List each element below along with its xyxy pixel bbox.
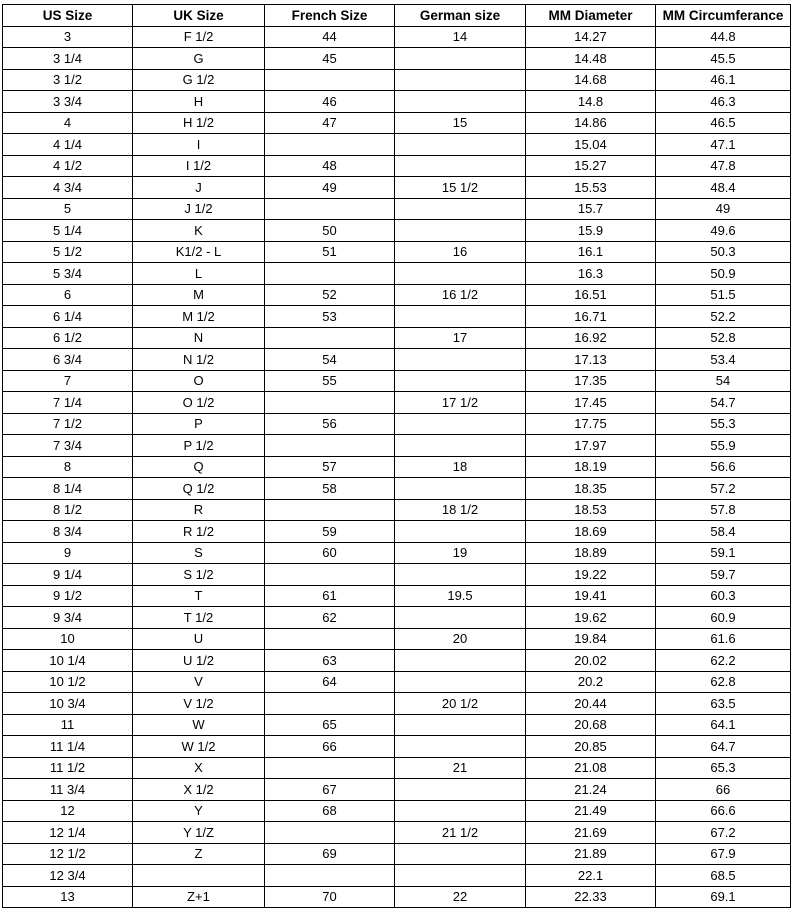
mm-diameter-cell: 19.22 [526, 564, 656, 586]
mm-circumference-cell: 48.4 [656, 177, 791, 199]
german-size-cell [395, 155, 526, 177]
mm-diameter-cell: 17.35 [526, 370, 656, 392]
us-size-cell: 4 1/2 [3, 155, 133, 177]
us-size-cell: 8 3/4 [3, 521, 133, 543]
german-size-cell [395, 134, 526, 156]
german-size-cell [395, 865, 526, 887]
us-size-cell: 12 [3, 800, 133, 822]
header-mm-diameter: MM Diameter [526, 5, 656, 27]
ring-size-table [2, 4, 791, 908]
mm-diameter-cell: 19.84 [526, 628, 656, 650]
us-size-cell: 12 3/4 [3, 865, 133, 887]
german-size-cell [395, 306, 526, 328]
table-row [3, 155, 791, 177]
german-size-cell: 19 [395, 542, 526, 564]
table-row [3, 241, 791, 263]
us-size-cell: 8 1/2 [3, 499, 133, 521]
uk-size-cell [133, 865, 265, 887]
mm-diameter-cell: 18.69 [526, 521, 656, 543]
us-size-cell: 3 [3, 26, 133, 48]
mm-diameter-cell: 19.62 [526, 607, 656, 629]
german-size-cell: 16 1/2 [395, 284, 526, 306]
mm-diameter-cell: 18.35 [526, 478, 656, 500]
us-size-cell: 6 3/4 [3, 349, 133, 371]
french-size-cell [265, 757, 395, 779]
german-size-cell [395, 714, 526, 736]
french-size-cell [265, 263, 395, 285]
german-size-cell [395, 564, 526, 586]
table-row [3, 843, 791, 865]
uk-size-cell: N 1/2 [133, 349, 265, 371]
mm-circumference-cell: 61.6 [656, 628, 791, 650]
french-size-cell: 63 [265, 650, 395, 672]
mm-diameter-cell: 20.2 [526, 671, 656, 693]
us-size-cell: 7 3/4 [3, 435, 133, 457]
table-row [3, 650, 791, 672]
french-size-cell: 50 [265, 220, 395, 242]
mm-diameter-cell: 15.9 [526, 220, 656, 242]
us-size-cell: 5 [3, 198, 133, 220]
german-size-cell [395, 91, 526, 113]
mm-diameter-cell: 14.8 [526, 91, 656, 113]
us-size-cell: 3 1/2 [3, 69, 133, 91]
german-size-cell [395, 349, 526, 371]
mm-diameter-cell: 14.48 [526, 48, 656, 70]
french-size-cell: 46 [265, 91, 395, 113]
french-size-cell [265, 327, 395, 349]
uk-size-cell: U [133, 628, 265, 650]
table-row [3, 714, 791, 736]
table-row [3, 865, 791, 887]
french-size-cell [265, 865, 395, 887]
mm-diameter-cell: 15.53 [526, 177, 656, 199]
table-row [3, 220, 791, 242]
table-row [3, 886, 791, 908]
french-size-cell [265, 693, 395, 715]
french-size-cell: 69 [265, 843, 395, 865]
mm-diameter-cell: 20.68 [526, 714, 656, 736]
french-size-cell: 52 [265, 284, 395, 306]
uk-size-cell: K1/2 - L [133, 241, 265, 263]
french-size-cell: 67 [265, 779, 395, 801]
uk-size-cell: F 1/2 [133, 26, 265, 48]
french-size-cell [265, 392, 395, 414]
mm-diameter-cell: 22.1 [526, 865, 656, 887]
mm-diameter-cell: 16.3 [526, 263, 656, 285]
mm-circumference-cell: 62.2 [656, 650, 791, 672]
us-size-cell: 10 [3, 628, 133, 650]
mm-circumference-cell: 51.5 [656, 284, 791, 306]
us-size-cell: 9 1/2 [3, 585, 133, 607]
german-size-cell [395, 198, 526, 220]
mm-diameter-cell: 18.19 [526, 456, 656, 478]
mm-diameter-cell: 20.44 [526, 693, 656, 715]
uk-size-cell: W 1/2 [133, 736, 265, 758]
german-size-cell: 21 [395, 757, 526, 779]
mm-circumference-cell: 65.3 [656, 757, 791, 779]
french-size-cell [265, 822, 395, 844]
uk-size-cell: R 1/2 [133, 521, 265, 543]
uk-size-cell: H [133, 91, 265, 113]
german-size-cell: 16 [395, 241, 526, 263]
mm-diameter-cell: 14.86 [526, 112, 656, 134]
french-size-cell: 53 [265, 306, 395, 328]
mm-circumference-cell: 64.1 [656, 714, 791, 736]
mm-circumference-cell: 63.5 [656, 693, 791, 715]
uk-size-cell: X 1/2 [133, 779, 265, 801]
german-size-cell: 15 1/2 [395, 177, 526, 199]
german-size-cell: 19.5 [395, 585, 526, 607]
uk-size-cell: I 1/2 [133, 155, 265, 177]
table-row [3, 349, 791, 371]
table-row [3, 607, 791, 629]
us-size-cell: 11 3/4 [3, 779, 133, 801]
table-row [3, 48, 791, 70]
uk-size-cell: G [133, 48, 265, 70]
uk-size-cell: T [133, 585, 265, 607]
us-size-cell: 10 1/4 [3, 650, 133, 672]
mm-circumference-cell: 67.9 [656, 843, 791, 865]
mm-circumference-cell: 52.2 [656, 306, 791, 328]
uk-size-cell: O [133, 370, 265, 392]
mm-circumference-cell: 58.4 [656, 521, 791, 543]
french-size-cell: 54 [265, 349, 395, 371]
french-size-cell: 56 [265, 413, 395, 435]
mm-circumference-cell: 50.3 [656, 241, 791, 263]
german-size-cell [395, 843, 526, 865]
header-german-size: German size [395, 5, 526, 27]
mm-circumference-cell: 67.2 [656, 822, 791, 844]
header-mm-circumference: MM Circumferance [656, 5, 791, 27]
mm-circumference-cell: 55.3 [656, 413, 791, 435]
mm-diameter-cell: 15.27 [526, 155, 656, 177]
mm-circumference-cell: 57.2 [656, 478, 791, 500]
mm-diameter-cell: 14.27 [526, 26, 656, 48]
table-row [3, 284, 791, 306]
mm-circumference-cell: 69.1 [656, 886, 791, 908]
us-size-cell: 13 [3, 886, 133, 908]
german-size-cell: 18 [395, 456, 526, 478]
table-row [3, 521, 791, 543]
uk-size-cell: H 1/2 [133, 112, 265, 134]
uk-size-cell: K [133, 220, 265, 242]
us-size-cell: 7 1/4 [3, 392, 133, 414]
table-row [3, 69, 791, 91]
table-row [3, 822, 791, 844]
table-row [3, 134, 791, 156]
uk-size-cell: L [133, 263, 265, 285]
table-row [3, 779, 791, 801]
mm-diameter-cell: 19.41 [526, 585, 656, 607]
uk-size-cell: M 1/2 [133, 306, 265, 328]
uk-size-cell: P [133, 413, 265, 435]
mm-diameter-cell: 22.33 [526, 886, 656, 908]
german-size-cell [395, 69, 526, 91]
mm-circumference-cell: 59.1 [656, 542, 791, 564]
us-size-cell: 5 3/4 [3, 263, 133, 285]
uk-size-cell: U 1/2 [133, 650, 265, 672]
french-size-cell: 62 [265, 607, 395, 629]
german-size-cell [395, 671, 526, 693]
french-size-cell: 59 [265, 521, 395, 543]
mm-diameter-cell: 20.85 [526, 736, 656, 758]
french-size-cell [265, 134, 395, 156]
mm-diameter-cell: 21.49 [526, 800, 656, 822]
mm-diameter-cell: 14.68 [526, 69, 656, 91]
mm-circumference-cell: 52.8 [656, 327, 791, 349]
table-body [3, 26, 791, 908]
us-size-cell: 11 1/2 [3, 757, 133, 779]
us-size-cell: 7 1/2 [3, 413, 133, 435]
uk-size-cell: I [133, 134, 265, 156]
table-row [3, 628, 791, 650]
us-size-cell: 4 3/4 [3, 177, 133, 199]
mm-diameter-cell: 16.51 [526, 284, 656, 306]
mm-circumference-cell: 46.5 [656, 112, 791, 134]
french-size-cell: 48 [265, 155, 395, 177]
mm-circumference-cell: 54.7 [656, 392, 791, 414]
header-us-size: US Size [3, 5, 133, 27]
french-size-cell [265, 69, 395, 91]
uk-size-cell: Y 1/Z [133, 822, 265, 844]
uk-size-cell: Y [133, 800, 265, 822]
mm-circumference-cell: 46.3 [656, 91, 791, 113]
german-size-cell [395, 736, 526, 758]
german-size-cell: 20 1/2 [395, 693, 526, 715]
french-size-cell [265, 435, 395, 457]
mm-diameter-cell: 21.89 [526, 843, 656, 865]
us-size-cell: 7 [3, 370, 133, 392]
mm-diameter-cell: 21.69 [526, 822, 656, 844]
german-size-cell [395, 220, 526, 242]
table-row [3, 564, 791, 586]
table-row [3, 91, 791, 113]
us-size-cell: 8 1/4 [3, 478, 133, 500]
table-row [3, 499, 791, 521]
table-row [3, 757, 791, 779]
french-size-cell [265, 499, 395, 521]
french-size-cell: 68 [265, 800, 395, 822]
us-size-cell: 3 3/4 [3, 91, 133, 113]
german-size-cell: 14 [395, 26, 526, 48]
french-size-cell: 51 [265, 241, 395, 263]
mm-circumference-cell: 55.9 [656, 435, 791, 457]
table-row [3, 177, 791, 199]
header-row [3, 5, 791, 27]
mm-circumference-cell: 46.1 [656, 69, 791, 91]
uk-size-cell: P 1/2 [133, 435, 265, 457]
uk-size-cell: O 1/2 [133, 392, 265, 414]
us-size-cell: 5 1/2 [3, 241, 133, 263]
us-size-cell: 6 1/4 [3, 306, 133, 328]
french-size-cell: 57 [265, 456, 395, 478]
table-row [3, 736, 791, 758]
mm-circumference-cell: 47.1 [656, 134, 791, 156]
mm-circumference-cell: 44.8 [656, 26, 791, 48]
mm-circumference-cell: 66.6 [656, 800, 791, 822]
us-size-cell: 4 [3, 112, 133, 134]
uk-size-cell: M [133, 284, 265, 306]
table-row [3, 198, 791, 220]
uk-size-cell: N [133, 327, 265, 349]
us-size-cell: 9 [3, 542, 133, 564]
german-size-cell [395, 779, 526, 801]
french-size-cell [265, 564, 395, 586]
header-uk-size: UK Size [133, 5, 265, 27]
uk-size-cell: R [133, 499, 265, 521]
mm-diameter-cell: 18.89 [526, 542, 656, 564]
uk-size-cell: V 1/2 [133, 693, 265, 715]
mm-circumference-cell: 49.6 [656, 220, 791, 242]
french-size-cell: 61 [265, 585, 395, 607]
table-row [3, 456, 791, 478]
mm-circumference-cell: 62.8 [656, 671, 791, 693]
uk-size-cell: T 1/2 [133, 607, 265, 629]
german-size-cell [395, 263, 526, 285]
us-size-cell: 9 1/4 [3, 564, 133, 586]
us-size-cell: 10 1/2 [3, 671, 133, 693]
table-row [3, 112, 791, 134]
uk-size-cell: Q 1/2 [133, 478, 265, 500]
french-size-cell: 65 [265, 714, 395, 736]
uk-size-cell: V [133, 671, 265, 693]
german-size-cell [395, 48, 526, 70]
german-size-cell: 15 [395, 112, 526, 134]
french-size-cell: 44 [265, 26, 395, 48]
german-size-cell: 22 [395, 886, 526, 908]
table-row [3, 542, 791, 564]
mm-diameter-cell: 15.7 [526, 198, 656, 220]
table-row [3, 263, 791, 285]
mm-diameter-cell: 17.97 [526, 435, 656, 457]
mm-circumference-cell: 59.7 [656, 564, 791, 586]
german-size-cell [395, 370, 526, 392]
german-size-cell [395, 521, 526, 543]
mm-diameter-cell: 16.1 [526, 241, 656, 263]
mm-circumference-cell: 66 [656, 779, 791, 801]
mm-diameter-cell: 17.45 [526, 392, 656, 414]
german-size-cell [395, 435, 526, 457]
mm-circumference-cell: 60.9 [656, 607, 791, 629]
mm-diameter-cell: 21.24 [526, 779, 656, 801]
ring-size-chart [2, 4, 790, 908]
german-size-cell [395, 478, 526, 500]
table-row [3, 585, 791, 607]
mm-circumference-cell: 60.3 [656, 585, 791, 607]
german-size-cell: 17 1/2 [395, 392, 526, 414]
mm-diameter-cell: 21.08 [526, 757, 656, 779]
us-size-cell: 10 3/4 [3, 693, 133, 715]
uk-size-cell: S 1/2 [133, 564, 265, 586]
uk-size-cell: Q [133, 456, 265, 478]
header-french-size: French Size [265, 5, 395, 27]
french-size-cell: 64 [265, 671, 395, 693]
mm-diameter-cell: 16.92 [526, 327, 656, 349]
mm-circumference-cell: 53.4 [656, 349, 791, 371]
german-size-cell: 20 [395, 628, 526, 650]
uk-size-cell: J 1/2 [133, 198, 265, 220]
mm-circumference-cell: 57.8 [656, 499, 791, 521]
french-size-cell: 58 [265, 478, 395, 500]
mm-circumference-cell: 50.9 [656, 263, 791, 285]
german-size-cell [395, 607, 526, 629]
french-size-cell: 45 [265, 48, 395, 70]
mm-circumference-cell: 54 [656, 370, 791, 392]
uk-size-cell: G 1/2 [133, 69, 265, 91]
table-row [3, 26, 791, 48]
mm-circumference-cell: 68.5 [656, 865, 791, 887]
us-size-cell: 12 1/4 [3, 822, 133, 844]
mm-diameter-cell: 18.53 [526, 499, 656, 521]
uk-size-cell: Z+1 [133, 886, 265, 908]
us-size-cell: 3 1/4 [3, 48, 133, 70]
french-size-cell: 55 [265, 370, 395, 392]
german-size-cell [395, 413, 526, 435]
us-size-cell: 6 1/2 [3, 327, 133, 349]
us-size-cell: 6 [3, 284, 133, 306]
mm-diameter-cell: 20.02 [526, 650, 656, 672]
table-header [3, 5, 791, 27]
table-row [3, 435, 791, 457]
german-size-cell: 18 1/2 [395, 499, 526, 521]
german-size-cell [395, 650, 526, 672]
table-row [3, 478, 791, 500]
uk-size-cell: S [133, 542, 265, 564]
table-row [3, 413, 791, 435]
mm-diameter-cell: 15.04 [526, 134, 656, 156]
table-row [3, 671, 791, 693]
uk-size-cell: Z [133, 843, 265, 865]
french-size-cell [265, 198, 395, 220]
uk-size-cell: W [133, 714, 265, 736]
mm-diameter-cell: 17.75 [526, 413, 656, 435]
french-size-cell: 49 [265, 177, 395, 199]
us-size-cell: 9 3/4 [3, 607, 133, 629]
german-size-cell [395, 800, 526, 822]
french-size-cell: 47 [265, 112, 395, 134]
german-size-cell: 21 1/2 [395, 822, 526, 844]
table-row [3, 392, 791, 414]
german-size-cell: 17 [395, 327, 526, 349]
french-size-cell: 60 [265, 542, 395, 564]
table-row [3, 800, 791, 822]
mm-circumference-cell: 49 [656, 198, 791, 220]
table-row [3, 327, 791, 349]
french-size-cell: 66 [265, 736, 395, 758]
us-size-cell: 8 [3, 456, 133, 478]
mm-circumference-cell: 64.7 [656, 736, 791, 758]
uk-size-cell: X [133, 757, 265, 779]
us-size-cell: 5 1/4 [3, 220, 133, 242]
us-size-cell: 4 1/4 [3, 134, 133, 156]
french-size-cell: 70 [265, 886, 395, 908]
table-row [3, 370, 791, 392]
mm-diameter-cell: 17.13 [526, 349, 656, 371]
table-row [3, 693, 791, 715]
us-size-cell: 11 [3, 714, 133, 736]
us-size-cell: 12 1/2 [3, 843, 133, 865]
table-row [3, 306, 791, 328]
uk-size-cell: J [133, 177, 265, 199]
french-size-cell [265, 628, 395, 650]
mm-diameter-cell: 16.71 [526, 306, 656, 328]
mm-circumference-cell: 47.8 [656, 155, 791, 177]
us-size-cell: 11 1/4 [3, 736, 133, 758]
mm-circumference-cell: 56.6 [656, 456, 791, 478]
mm-circumference-cell: 45.5 [656, 48, 791, 70]
